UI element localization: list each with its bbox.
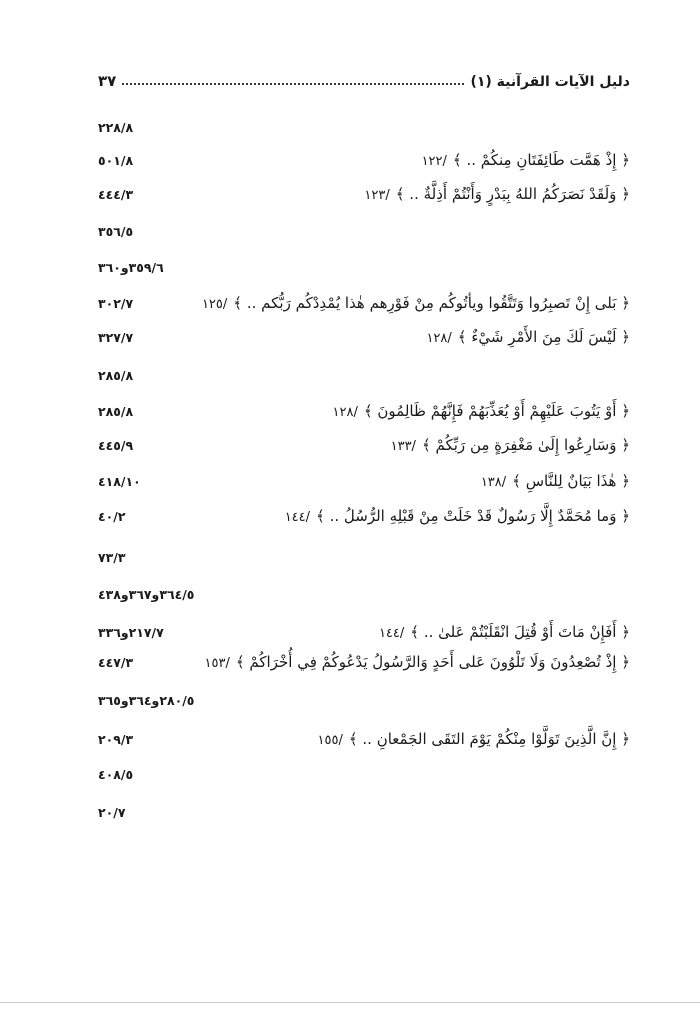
verse-text: ﴿ وَما مُحَمَّدٌ إِلَّا رَسُولٌ قَدْ خَلَتْ مِنْ قَبْلِهِ الرُّسُلُ .. ﴾ bbox=[316, 507, 630, 525]
index-entry bbox=[98, 765, 630, 789]
verse-text: ﴿ إِذْ هَمَّت طَائِفَتَانِ مِنكُمْ .. ﴾ bbox=[452, 151, 630, 169]
verse-text: ﴿ بَلى إِنْ تَصبِرُوا وَتَتَّقُوا ويأتُوكُم مِنْ فَوْرِهم هٰذا يُمْدِدْكُم رَبُّكم .. ﴾ bbox=[233, 294, 630, 312]
verse-text: ﴿ لَيْسَ لَكَ مِنَ الأَمْرِ شَيْءٌ ﴾ bbox=[457, 328, 630, 346]
index-entry bbox=[98, 294, 630, 318]
verse-excerpt bbox=[379, 623, 630, 641]
verse-number: ١٣٣/ bbox=[390, 439, 416, 454]
index-entry bbox=[98, 222, 630, 246]
index-entry bbox=[98, 118, 630, 142]
verse-number: ١٥٣/ bbox=[204, 656, 230, 671]
verse-number: ١٢٢/ bbox=[421, 154, 447, 169]
index-entry bbox=[98, 585, 630, 609]
index-entry bbox=[98, 185, 630, 209]
index-entry bbox=[98, 691, 630, 715]
volume-page-reference: ٢٠/٧ bbox=[98, 805, 126, 820]
volume-page-reference: ٤٠/٢ bbox=[98, 509, 126, 524]
volume-page-reference: ٢٨٥/٨ bbox=[98, 404, 134, 419]
verse-number: ١٥٥/ bbox=[317, 733, 343, 748]
verse-excerpt bbox=[285, 507, 630, 525]
verse-excerpt bbox=[205, 653, 630, 671]
index-entry bbox=[98, 653, 630, 677]
verse-text: ﴿ إِنَّ الَّذِينَ تَوَلَّوْا مِنْكُمْ يَوْمَ التَقَى الجَمْعانِ .. ﴾ bbox=[348, 730, 630, 748]
index-entry bbox=[98, 730, 630, 754]
index-entry bbox=[98, 151, 630, 175]
verse-text: ﴿ هٰذَا بَيَانٌ لِلنَّاسِ ﴾ bbox=[512, 472, 630, 490]
volume-page-reference: ٣٠٢/٧ bbox=[98, 296, 134, 311]
verse-excerpt bbox=[391, 436, 630, 454]
volume-page-reference: ٤٤٥/٩ bbox=[98, 438, 134, 453]
volume-page-reference: ٢٠٩/٣ bbox=[98, 732, 134, 747]
volume-page-reference: ٣٦٠و٣٥٩/٦ bbox=[98, 260, 164, 275]
index-entry bbox=[98, 402, 630, 426]
verse-number: ١٣٨/ bbox=[480, 475, 507, 490]
verse-excerpt bbox=[318, 730, 630, 748]
volume-page-reference: ٤٣٨و٣٦٧و٣٦٤/٥ bbox=[98, 587, 195, 602]
verse-excerpt bbox=[426, 328, 630, 346]
volume-page-reference: ٤٤٧/٣ bbox=[98, 655, 134, 670]
volume-page-reference: ٣٥٦/٥ bbox=[98, 224, 134, 239]
index-entry bbox=[98, 548, 630, 572]
volume-page-reference: ٥٠١/٨ bbox=[98, 153, 134, 168]
volume-page-reference: ٣٣٦و٢١٧/٧ bbox=[98, 625, 164, 640]
page-bottom-edge bbox=[0, 1002, 700, 1003]
page-number: ٣٧ bbox=[98, 72, 117, 90]
index-entry bbox=[98, 507, 630, 531]
volume-page-reference: ٢٨٥/٨ bbox=[98, 368, 134, 383]
verse-number: ١٢٨/ bbox=[426, 331, 452, 346]
index-entry bbox=[98, 436, 630, 460]
volume-page-reference: ٤٤٤/٣ bbox=[98, 187, 134, 202]
verse-excerpt bbox=[333, 402, 630, 420]
index-entry bbox=[98, 623, 630, 647]
index-entry bbox=[98, 328, 630, 352]
index-entry bbox=[98, 472, 630, 496]
index-entry bbox=[98, 258, 630, 282]
verse-text: ﴿ أَوْ يَتُوبَ عَلَيْهِمْ أَوْ يُعَذِّبَهُمْ فَإِنَّهُمْ ظَالِمُونَ ﴾ bbox=[363, 402, 630, 420]
verse-text: ﴿ أَفَإِنْ مَاتَ أَوْ قُتِلَ انْقَلَبْتُمْ عَلىٰ .. ﴾ bbox=[410, 623, 630, 641]
verse-number: ١٢٣/ bbox=[364, 188, 390, 203]
volume-page-reference: ٣٦٥و٣٦٤و٢٨٠/٥ bbox=[98, 693, 195, 708]
header-dot-leader bbox=[122, 83, 464, 85]
volume-page-reference: ٧٣/٣ bbox=[98, 550, 126, 565]
verse-excerpt bbox=[364, 185, 630, 203]
verse-text: ﴿ وَلَقَدْ نَصَرَكُمُ اللهُ بِبَدْرٍ وَأَنْتُمْ أَذِلَّةٌ .. ﴾ bbox=[395, 185, 630, 203]
verse-text: ﴿ إِذْ تُصْعِدُونَ وَلَا تَلْوُونَ عَلى أَحَدٍ وَالرَّسُولُ يَدْعُوكُمْ فِي أُخْرَاكُمْ ﴾ bbox=[235, 653, 630, 671]
verse-excerpt bbox=[422, 151, 630, 169]
volume-page-reference: ٢٢٨/٨ bbox=[98, 120, 134, 135]
verse-excerpt bbox=[481, 472, 630, 490]
verse-excerpt bbox=[202, 294, 630, 312]
index-entry bbox=[98, 366, 630, 390]
index-entry bbox=[98, 803, 630, 827]
header-title: دليل الآيات القرآنية (١) bbox=[470, 74, 630, 90]
verse-number: ١٤٤/ bbox=[284, 510, 311, 525]
verse-number: ١٢٨/ bbox=[332, 405, 358, 420]
running-header bbox=[98, 66, 630, 90]
volume-page-reference: ٤١٨/١٠ bbox=[98, 474, 141, 489]
volume-page-reference: ٣٢٧/٧ bbox=[98, 330, 134, 345]
verse-number: ١٢٥/ bbox=[201, 297, 228, 312]
volume-page-reference: ٤٠٨/٥ bbox=[98, 767, 134, 782]
verse-text: ﴿ وَسَارِعُوا إِلَىٰ مَغْفِرَةٍ مِن رَبِّكُمْ ﴾ bbox=[421, 436, 630, 454]
verse-number: ١٤٤/ bbox=[378, 626, 405, 641]
